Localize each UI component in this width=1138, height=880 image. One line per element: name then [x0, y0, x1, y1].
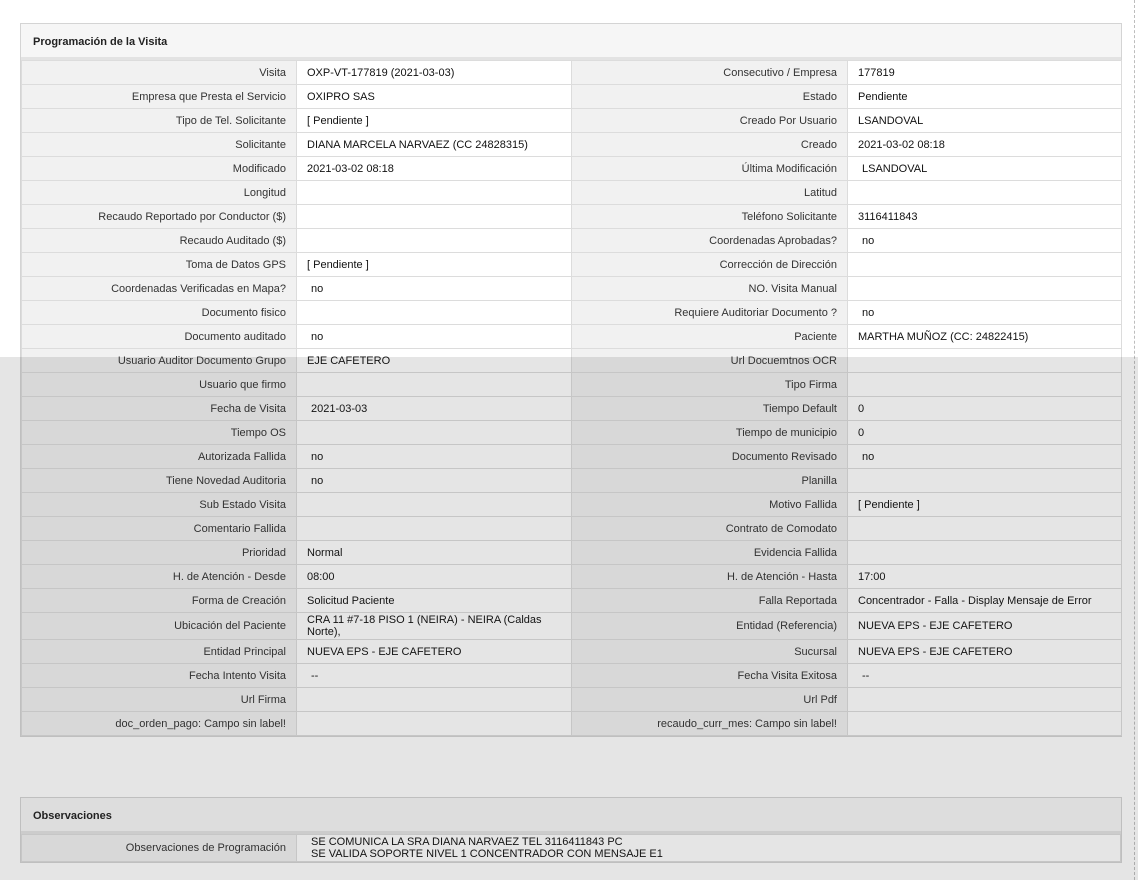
field-label: Evidencia Fallida: [572, 541, 848, 565]
field-label: Tiempo OS: [22, 421, 297, 445]
field-label: Coordenadas Verificadas en Mapa?: [22, 277, 297, 301]
dashed-edge: [1134, 0, 1135, 880]
field-label: H. de Atención - Desde: [22, 565, 297, 589]
field-value: [848, 277, 1122, 301]
field-value: Solicitud Paciente: [297, 589, 572, 613]
table-row: [22, 835, 1121, 862]
field-label: Documento Revisado: [572, 445, 848, 469]
field-value: 17:00: [848, 565, 1122, 589]
field-value: [297, 205, 572, 229]
field-value: [297, 229, 572, 253]
field-label: Visita: [22, 61, 297, 85]
field-value: 0: [848, 397, 1122, 421]
field-value: no: [297, 325, 572, 349]
field-value: LSANDOVAL: [848, 157, 1122, 181]
field-label: Tiene Novedad Auditoria: [22, 469, 297, 493]
field-label: Fecha Visita Exitosa: [572, 664, 848, 688]
field-value: no: [848, 301, 1122, 325]
field-value: [848, 541, 1122, 565]
field-value: NUEVA EPS - EJE CAFETERO: [297, 640, 572, 664]
table-row: [22, 253, 1122, 277]
field-value: 0: [848, 421, 1122, 445]
field-label: Solicitante: [22, 133, 297, 157]
field-value: EJE CAFETERO: [297, 349, 572, 373]
observaciones-line-1: SE COMUNICA LA SRA DIANA NARVAEZ TEL 3116411843 PC: [311, 836, 623, 848]
table-row: [22, 613, 1122, 640]
field-value: no: [297, 469, 572, 493]
field-value: no: [848, 229, 1122, 253]
field-label: Forma de Creación: [22, 589, 297, 613]
field-label: Documento fisico: [22, 301, 297, 325]
field-value: 3116411843: [848, 205, 1122, 229]
field-label: Sucursal: [572, 640, 848, 664]
programacion-table: [21, 60, 1122, 736]
table-row: [22, 157, 1122, 181]
field-value: LSANDOVAL: [848, 109, 1122, 133]
field-value: no: [848, 445, 1122, 469]
field-label: Estado: [572, 85, 848, 109]
table-row: [22, 712, 1122, 736]
table-row: [22, 109, 1122, 133]
field-label: Requiere Auditoriar Documento ?: [572, 301, 848, 325]
field-label: Toma de Datos GPS: [22, 253, 297, 277]
field-value: 2021-03-02 08:18: [848, 133, 1122, 157]
field-label: Comentario Fallida: [22, 517, 297, 541]
observaciones-panel: [20, 797, 1122, 863]
table-row: [22, 373, 1122, 397]
table-row: [22, 565, 1122, 589]
field-value: MARTHA MUÑOZ (CC: 24822415): [848, 325, 1122, 349]
table-row: [22, 469, 1122, 493]
field-label: recaudo_curr_mes: Campo sin label!: [572, 712, 848, 736]
table-row: [22, 205, 1122, 229]
field-value: [848, 349, 1122, 373]
field-label: Entidad Principal: [22, 640, 297, 664]
field-label: Latitud: [572, 181, 848, 205]
field-value: [ Pendiente ]: [297, 109, 572, 133]
field-label: Autorizada Fallida: [22, 445, 297, 469]
field-value: [ Pendiente ]: [297, 253, 572, 277]
field-value: --: [848, 664, 1122, 688]
field-value: NUEVA EPS - EJE CAFETERO: [848, 613, 1122, 640]
field-value: [848, 469, 1122, 493]
field-value: 08:00: [297, 565, 572, 589]
programacion-panel: [20, 23, 1122, 737]
field-label: Fecha de Visita: [22, 397, 297, 421]
field-value: [297, 493, 572, 517]
table-row: [22, 688, 1122, 712]
table-row: [22, 349, 1122, 373]
field-label: Creado: [572, 133, 848, 157]
field-value: [297, 688, 572, 712]
field-label: Consecutivo / Empresa: [572, 61, 848, 85]
table-row: [22, 664, 1122, 688]
field-label: Entidad (Referencia): [572, 613, 848, 640]
field-value: [297, 712, 572, 736]
field-value: [848, 688, 1122, 712]
field-value: OXIPRO SAS: [297, 85, 572, 109]
table-row: [22, 397, 1122, 421]
table-row: [22, 325, 1122, 349]
field-value: [848, 253, 1122, 277]
observaciones-line-2: SE VALIDA SOPORTE NIVEL 1 CONCENTRADOR CON MENSAJE E1: [311, 848, 663, 860]
programacion-table-body: [22, 61, 1122, 736]
field-label: Planilla: [572, 469, 848, 493]
field-value: [848, 517, 1122, 541]
field-label: Motivo Fallida: [572, 493, 848, 517]
table-row: [22, 229, 1122, 253]
observaciones-title: Observaciones: [21, 798, 1121, 834]
field-value: NUEVA EPS - EJE CAFETERO: [848, 640, 1122, 664]
field-label: Tiempo Default: [572, 397, 848, 421]
field-label: Contrato de Comodato: [572, 517, 848, 541]
field-label: Última Modificación: [572, 157, 848, 181]
field-label: Teléfono Solicitante: [572, 205, 848, 229]
field-value: CRA 11 #7-18 PISO 1 (NEIRA) - NEIRA (Caldas Norte),: [297, 613, 572, 640]
field-value: Normal: [297, 541, 572, 565]
field-value: [297, 517, 572, 541]
field-label: Usuario Auditor Documento Grupo: [22, 349, 297, 373]
table-row: [22, 277, 1122, 301]
field-label: Creado Por Usuario: [572, 109, 848, 133]
field-label: Tipo Firma: [572, 373, 848, 397]
field-label: Longitud: [22, 181, 297, 205]
table-row: [22, 541, 1122, 565]
table-row: [22, 181, 1122, 205]
field-value: 2021-03-02 08:18: [297, 157, 572, 181]
field-value: [ Pendiente ]: [848, 493, 1122, 517]
field-value: OXP-VT-177819 (2021-03-03): [297, 61, 572, 85]
field-value: 177819: [848, 61, 1122, 85]
observaciones-value: [297, 835, 1121, 862]
field-label: Corrección de Dirección: [572, 253, 848, 277]
field-value: no: [297, 277, 572, 301]
table-row: [22, 133, 1122, 157]
observaciones-table: [21, 834, 1121, 862]
field-value: [297, 301, 572, 325]
field-label: Coordenadas Aprobadas?: [572, 229, 848, 253]
field-label: Tipo de Tel. Solicitante: [22, 109, 297, 133]
field-label: Url Pdf: [572, 688, 848, 712]
field-value: Concentrador - Falla - Display Mensaje de Error: [848, 589, 1122, 613]
table-row: [22, 589, 1122, 613]
field-label: Fecha Intento Visita: [22, 664, 297, 688]
field-label: Usuario que firmo: [22, 373, 297, 397]
field-label: Ubicación del Paciente: [22, 613, 297, 640]
table-row: [22, 493, 1122, 517]
field-label: Modificado: [22, 157, 297, 181]
table-row: [22, 301, 1122, 325]
field-label: Sub Estado Visita: [22, 493, 297, 517]
field-label: Documento auditado: [22, 325, 297, 349]
field-label: Tiempo de municipio: [572, 421, 848, 445]
field-value: [848, 712, 1122, 736]
field-label: Empresa que Presta el Servicio: [22, 85, 297, 109]
field-label: Url Docuemtnos OCR: [572, 349, 848, 373]
observaciones-label: Observaciones de Programación: [22, 835, 297, 862]
field-value: [848, 373, 1122, 397]
field-value: [848, 181, 1122, 205]
field-value: [297, 181, 572, 205]
field-value: no: [297, 445, 572, 469]
field-label: Url Firma: [22, 688, 297, 712]
table-row: [22, 61, 1122, 85]
field-label: doc_orden_pago: Campo sin label!: [22, 712, 297, 736]
field-label: Recaudo Auditado ($): [22, 229, 297, 253]
field-value: [297, 421, 572, 445]
field-value: [297, 373, 572, 397]
field-label: Recaudo Reportado por Conductor ($): [22, 205, 297, 229]
field-value: 2021-03-03: [297, 397, 572, 421]
programacion-title: Programación de la Visita: [21, 24, 1121, 60]
field-label: Falla Reportada: [572, 589, 848, 613]
field-label: H. de Atención - Hasta: [572, 565, 848, 589]
table-row: [22, 517, 1122, 541]
field-value: Pendiente: [848, 85, 1122, 109]
field-value: --: [297, 664, 572, 688]
table-row: [22, 421, 1122, 445]
field-value: DIANA MARCELA NARVAEZ (CC 24828315): [297, 133, 572, 157]
field-label: Paciente: [572, 325, 848, 349]
table-row: [22, 85, 1122, 109]
table-row: [22, 445, 1122, 469]
field-label: NO. Visita Manual: [572, 277, 848, 301]
table-row: [22, 640, 1122, 664]
field-label: Prioridad: [22, 541, 297, 565]
